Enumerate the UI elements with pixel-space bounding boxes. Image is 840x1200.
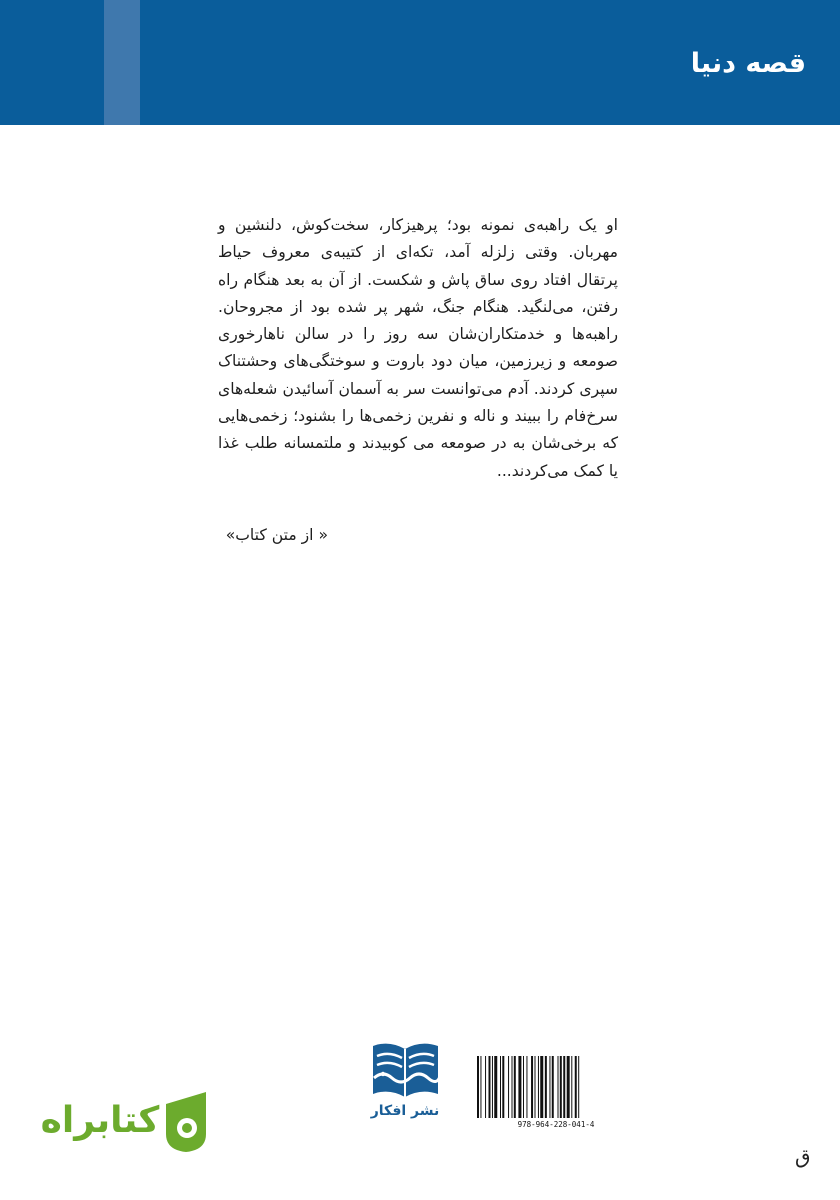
blurb-source: « از متن کتاب»: [225, 526, 328, 544]
ketabrah-leaf-icon: [162, 1090, 210, 1154]
publisher-name: نشر افکار: [370, 1103, 440, 1119]
publisher-corner-glyph: ق: [795, 1144, 811, 1168]
blurb-paragraph: او یک راهبه‌ی نمونه بود؛ پرهیزکار، سخت‌کوش، دلنشین و مهربان. وقتی زلزله آمد، تکه‌ای از کتیبه‌ی معروف حیاط پرتقال افتاد روی ساق پاش و شکست. از آن به بعد هنگام راه رفتن، می‌لنگید. هنگام جنگ، شهر پر شده بود از مجروحان. راهبه‌ها و خدمتکاران‌شان سه روز را در سالن ناهارخوری صومعه و زیرزمین، میان دود باروت و سوختگی‌های وحشتناک سپری کردند. آدم می‌توانست سر به آسمان آسائیدن شعله‌های سرخ‌فام را ببیند و ناله و نفرین زخمی‌ها را بشنود؛ زخمی‌هایی که برخی‌شان به در صومعه می کوبیدند و ملتمسانه طلب غذا یا کمک می‌کردند...: [218, 216, 618, 480]
isbn-number: 978-964-228-041-4: [517, 1120, 595, 1129]
back-cover-blurb: [218, 212, 618, 485]
isbn-barcode: [473, 1054, 639, 1136]
ketabrah-logo: [40, 1090, 212, 1158]
series-logo: قصه دنیا: [690, 48, 806, 79]
ketabrah-wordmark: کتابراه: [40, 1100, 160, 1141]
header-stripe: [104, 0, 140, 125]
